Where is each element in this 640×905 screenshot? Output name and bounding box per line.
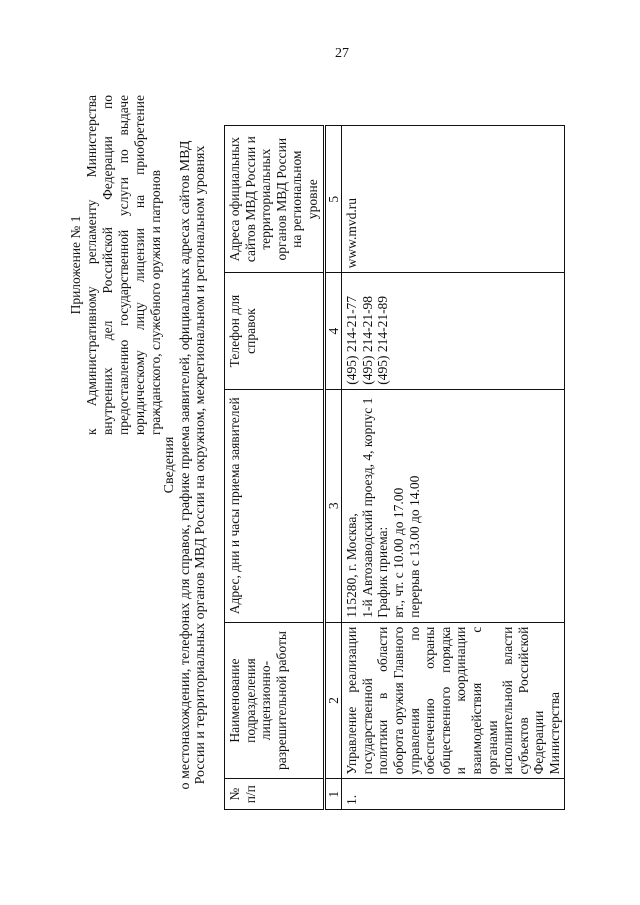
row-num: 1. xyxy=(342,779,565,810)
row-unit-name: Управление реализации государственной политики в области оборота оружия Главного управления по обеспечению охраны общественного порядка и координации взаимодействия с органами исполнительной власти субъектов Российской Федерации Министерства xyxy=(342,622,565,779)
rotated-page-content xyxy=(60,80,620,850)
header-address: Адрес, дни и часы приема заявителей xyxy=(225,389,325,622)
header-phone: Телефон для справок xyxy=(225,273,325,389)
heading-line-2: России и территориальных органов МВД России на окружном, межрегиональном и региональном уровнях xyxy=(193,145,208,785)
address-line: перерыв с 13.00 до 14.00 xyxy=(406,475,422,618)
address-line: 115280, г. Москва, xyxy=(344,513,360,618)
appendix-note xyxy=(68,95,164,435)
row-address xyxy=(342,389,565,622)
address-line: вт., чт. с 10.00 до 17.00 xyxy=(390,487,406,618)
column-number-row xyxy=(324,126,342,810)
info-table xyxy=(224,125,565,810)
heading-title: Сведения xyxy=(162,436,177,494)
appendix-text: к Административному регламенту Министерства внутренних дел Российской Федерации по предоставлению государственной услуги по выдаче юридическому лицу лицензии на приобретение гражданского, служебного оружия и патронов xyxy=(84,95,163,435)
header-site: Адреса официальных сайтов МВД России и территориальных органов МВД России на региональном уровне xyxy=(225,126,325,273)
column-number: 2 xyxy=(324,622,342,779)
column-number: 3 xyxy=(324,389,342,622)
address-line: График приема: xyxy=(375,526,391,618)
header-unit-name: Наименование подразделения лицензионно-разрешительной работы xyxy=(225,622,325,779)
table-header-row xyxy=(225,126,325,810)
header-num: № п/п xyxy=(225,779,325,810)
address-line: 1-й Автозаводский проезд, 4, корпус 1 xyxy=(359,397,375,618)
phone-number: (495) 214-21-89 xyxy=(375,295,391,385)
phone-number: (495) 214-21-98 xyxy=(359,295,375,385)
document-heading xyxy=(162,80,209,850)
phone-number: (495) 214-21-77 xyxy=(344,295,360,385)
row-site: www.mvd.ru xyxy=(342,126,565,273)
column-number: 5 xyxy=(324,126,342,273)
page-number: 27 xyxy=(335,46,349,61)
heading-line-1: о местонахождении, телефонах для справок, графике приема заявителей, официальных адресах сайтов МВД xyxy=(177,140,193,790)
column-number: 1 xyxy=(324,779,342,810)
row-phones xyxy=(342,273,565,389)
table-row xyxy=(342,126,565,810)
appendix-title: Приложение № 1 xyxy=(68,215,83,315)
column-number: 4 xyxy=(324,273,342,389)
